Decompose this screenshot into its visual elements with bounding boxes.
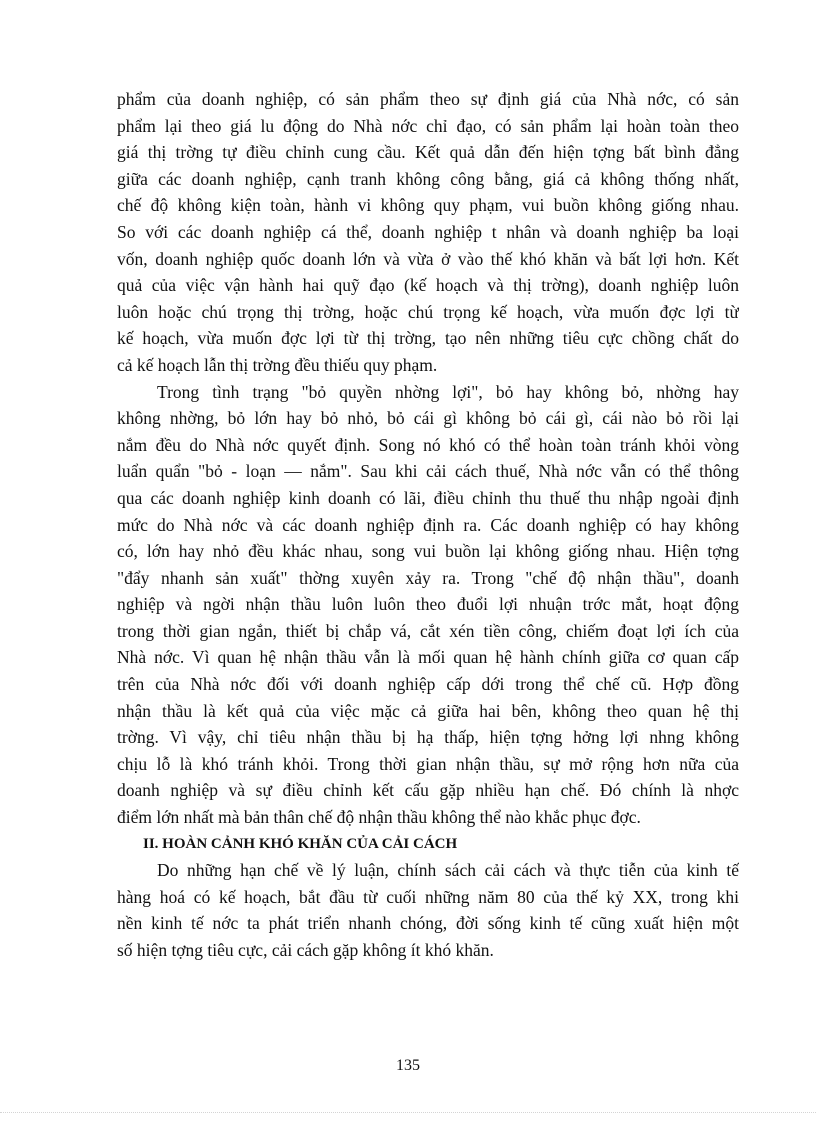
text-line: "đẩy nhanh sản xuất" thờng xuyên xảy ra. Trong "chế độ nhận thầu", doanh — [117, 567, 739, 588]
text-line: hàng hoá có kế hoạch, bắt đầu từ cuối những năm 80 của thế kỷ XX, trong khi — [117, 886, 739, 907]
text-line: giá thị trờng tự điều chỉnh cung cầu. Kết quả dẫn đến hiện tợng bất bình đẳng — [117, 142, 739, 163]
text-line: phẩm lại theo giá lu động do Nhà nớc chỉ đạo, có sản phẩm lại hoàn toàn theo — [117, 115, 739, 136]
text-line: giữa các doanh nghiệp, cạnh tranh không công bằng, giá cả không thống nhất, — [117, 168, 739, 189]
text-line: mức do Nhà nớc và các doanh nghiệp định ra. Các doanh nghiệp có hay không — [117, 514, 739, 535]
text-line: không nhờng, bỏ lớn hay bỏ nhỏ, bỏ cái gì không bỏ cái gì, cái nào bỏ rồi lại — [117, 408, 739, 429]
text-line: chế độ không kiện toàn, hành vi không quy phạm, vui buồn không giống nhau. — [117, 195, 739, 216]
text-line: So với các doanh nghiệp cá thể, doanh nghiệp t nhân và doanh nghiệp ba loại — [117, 221, 739, 242]
text-line: cả kế hoạch lẫn thị trờng đều thiếu quy phạm. — [117, 354, 438, 375]
paragraph-3 — [117, 857, 739, 963]
text-line: luẩn quẩn "bỏ - loạn — nắm". Sau khi cải cách thuế, Nhà nớc vẫn có thể thông — [117, 461, 739, 482]
text-line: doanh nghiệp và sự điều chỉnh kết cấu gặp nhiều hạn chế. Đó chính là nhợc — [117, 780, 739, 801]
text-line: số hiện tợng tiêu cực, cải cách gặp không ít khó khăn. — [117, 940, 494, 960]
text-line: điểm lớn nhất mà bản thân chế độ nhận thầu không thể nào khắc phục đợc. — [117, 807, 641, 828]
text-line: nghiệp và ngời nhận thầu luôn luôn theo đuổi lợi nhuận trớc mắt, hoạt động — [117, 594, 739, 615]
page-bottom-divider — [0, 1112, 816, 1113]
text-line: nắm đều do Nhà nớc quyết định. Song nó khó có thể hoàn toàn tránh khỏi vòng — [117, 434, 739, 455]
text-line: chịu lỗ là khó tránh khỏi. Trong thời gian nhận thầu, sự mở rộng hơn nữa của — [117, 753, 739, 774]
text-line: nền kinh tế nớc ta phát triển nhanh chóng, đời sống kinh tế cũng xuất hiện một — [117, 913, 739, 934]
text-line: qua các doanh nghiệp kinh doanh có lãi, điều chỉnh thu thuế thu nhập ngoài định — [117, 487, 739, 508]
section-heading: II. HOÀN CẢNH KHÓ KHĂN CỦA CẢI CÁCH — [143, 835, 458, 852]
page-number: 135 — [396, 1057, 420, 1074]
text-line: Do những hạn chế về lý luận, chính sách cải cách và thực tiễn của kinh tế — [157, 860, 739, 881]
paragraph-2 — [117, 379, 739, 831]
paragraph-1 — [117, 86, 739, 379]
text-line: trờng. Vì vậy, chỉ tiêu nhận thầu bị hạ thấp, hiện tợng hởng lợi nhng không — [117, 727, 739, 748]
text-line: có, lớn hay nhỏ đều khác nhau, song vui buồn lại không giống nhau. Hiện tợng — [117, 541, 739, 562]
text-line: luôn hoặc chú trọng thị trờng, hoặc chú trọng kế hoạch, vừa muốn đợc lợi từ — [117, 301, 739, 322]
text-line: quả của việc vận hành hai quỹ đạo (kế hoạch và thị trờng), doanh nghiệp luôn — [117, 275, 739, 296]
text-line: phẩm của doanh nghiệp, có sản phẩm theo sự định giá của Nhà nớc, có sản — [117, 89, 739, 109]
body-text — [117, 86, 739, 964]
text-line: vốn, doanh nghiệp quốc doanh lớn và vừa ở vào thế khó khăn và bất lợi hơn. Kết — [117, 248, 739, 269]
text-line: trong thời gian ngắn, thiết bị chắp vá, cắt xén tiền công, chiếm đoạt lợi ích của — [117, 620, 739, 641]
text-line: Trong tình trạng "bỏ quyền nhờng lợi", bỏ hay không bỏ, nhờng hay — [157, 381, 739, 402]
text-line: kế hoạch, vừa muốn đợc lợi từ thị trờng, tạo nên những tiêu cực chồng chất do — [117, 328, 739, 349]
text-line: Nhà nớc. Vì quan hệ nhận thầu vẫn là mối quan hệ hành chính giữa cơ quan cấp — [117, 647, 739, 668]
text-line: nhận thầu là kết quả của việc mặc cả giữa hai bên, không theo quan hệ thị — [117, 700, 739, 721]
text-line: trên của Nhà nớc đối với doanh nghiệp cấp dới trong thể chế cũ. Hợp đồng — [117, 674, 739, 695]
